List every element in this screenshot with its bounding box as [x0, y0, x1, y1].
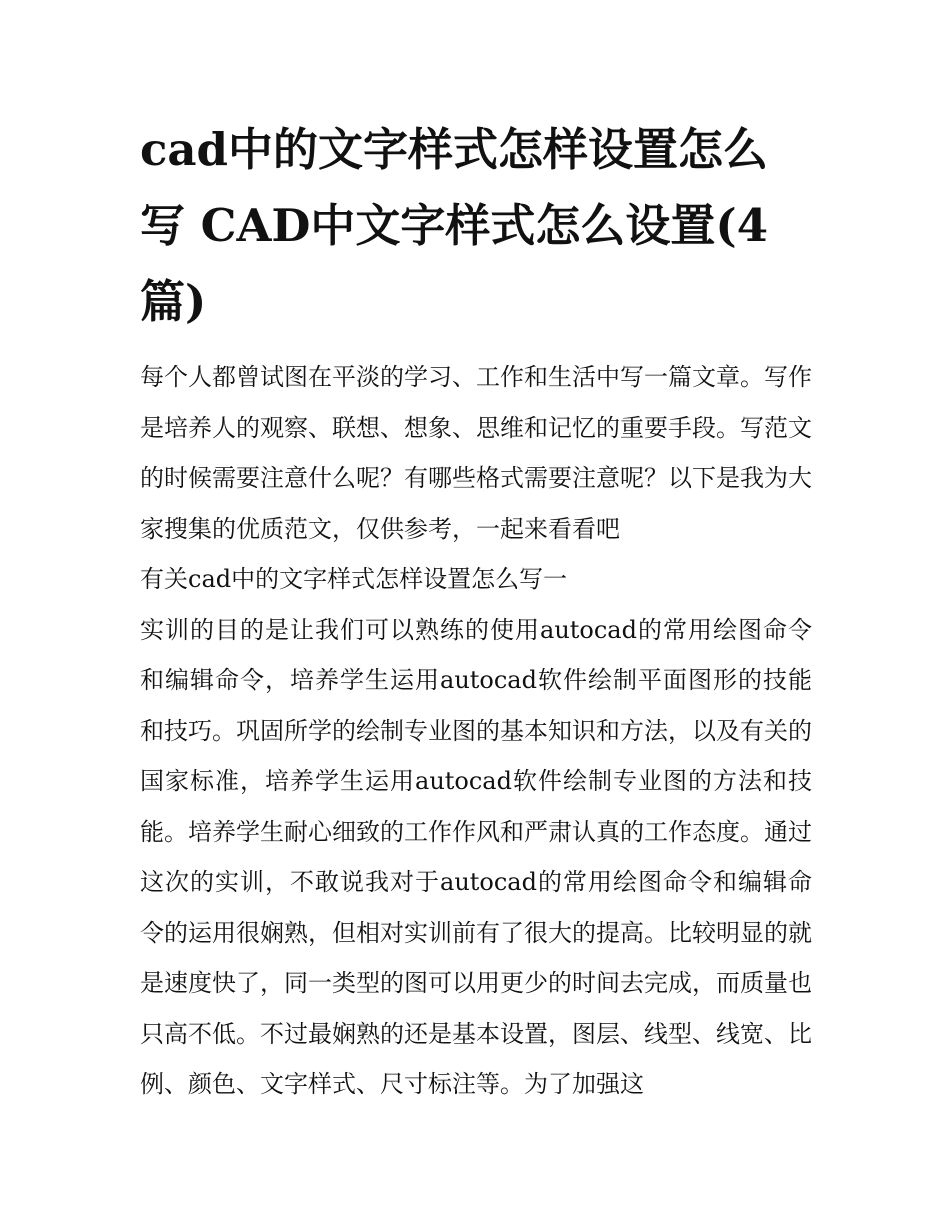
intro-paragraph: 每个人都曾试图在平淡的学习、工作和生活中写一篇文章。写作是培养人的观察、联想、想象、思维和记忆的重要手段。写范文的时候需要注意什么呢？有哪些格式需要注意呢？以下是我为大家搜集的优质范文，仅供参考，一起来看看吧: [140, 363, 812, 543]
body-paragraph: 实训的目的是让我们可以熟练的使用autocad的常用绘图命令和编辑命令，培养学生运用autocad软件绘制平面图形的技能和技巧。巩固所学的绘制专业图的基本知识和方法，以及有关的国家标准，培养学生运用autocad软件绘制专业图的方法和技能。培养学生耐心细致的工作作风和严肃认真的工作态度。通过这次的实训，不敢说我对于autocad的常用绘图命令和编辑命令的运用很娴熟，但相对实训前有了很大的提高。比较明显的就是速度快了，同一类型的图可以用更少的时间去完成，而质量也只高不低。不过最娴熟的还是基本设置，图层、线型、线宽、比例、颜色、文字样式、尺寸标注等。为了加强这: [140, 615, 812, 1098]
document-title: cad中的文字样式怎样设置怎么写 CAD中文字样式怎么设置(4篇): [140, 123, 769, 328]
document-content: [140, 112, 812, 1110]
section-heading: 有关cad中的文字样式怎样设置怎么写一: [140, 565, 568, 593]
